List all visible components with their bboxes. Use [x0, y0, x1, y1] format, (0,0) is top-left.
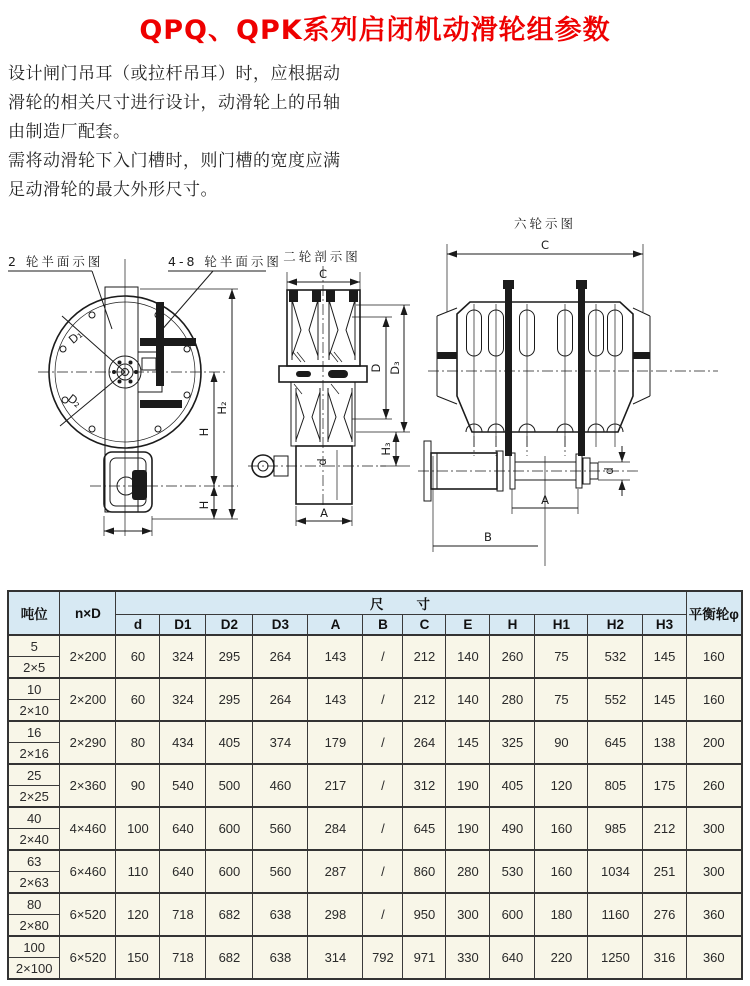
table-cell: 1034	[588, 850, 643, 893]
dim-label-a-mid: A	[320, 506, 328, 520]
table-cell: 25	[8, 764, 60, 786]
table-cell: 90	[116, 764, 160, 807]
table-cell: 264	[253, 635, 308, 678]
dim-label-c-mid: C	[318, 267, 328, 281]
view-6-wheel	[418, 216, 718, 566]
table-cell: 6×460	[60, 850, 116, 893]
table-cell: 75	[535, 678, 588, 721]
table-cell: 374	[253, 721, 308, 764]
table-cell: 143	[308, 635, 363, 678]
table-cell: 16	[8, 721, 60, 743]
table-cell: 175	[643, 764, 686, 807]
intro-line: 足动滑轮的最大外形尺寸。	[8, 180, 218, 199]
col-header-size-group: 尺 寸	[116, 591, 686, 614]
table-cell: 80	[116, 721, 160, 764]
dim-label-a-right: A	[541, 493, 549, 507]
table-cell: /	[363, 635, 403, 678]
table-cell: 2×100	[8, 958, 60, 980]
table-cell: 405	[206, 721, 253, 764]
table-cell: 2×5	[8, 657, 60, 679]
table-cell: 179	[308, 721, 363, 764]
table-cell: 682	[206, 936, 253, 979]
table-cell: 2×25	[8, 786, 60, 808]
table-row	[8, 936, 742, 958]
table-cell: 600	[206, 807, 253, 850]
table-cell: 645	[403, 807, 446, 850]
table-cell: 150	[116, 936, 160, 979]
table-cell: 295	[206, 635, 253, 678]
table-cell: 490	[490, 807, 535, 850]
table-cell: 2×200	[60, 678, 116, 721]
table-cell: 552	[588, 678, 643, 721]
table-cell: 718	[160, 893, 206, 936]
table-cell: 2×290	[60, 721, 116, 764]
table-cell: 138	[643, 721, 686, 764]
table-cell: 600	[490, 893, 535, 936]
technical-drawings	[0, 204, 750, 576]
col-header-balance-wheel: 平衡轮φ	[686, 591, 742, 635]
table-row	[8, 678, 742, 700]
table-row	[8, 807, 742, 829]
table-cell: 217	[308, 764, 363, 807]
dim-label-d1: D₁	[65, 327, 86, 347]
table-cell: 120	[535, 764, 588, 807]
col-header-d3: D3	[253, 614, 308, 635]
table-cell: 280	[490, 678, 535, 721]
table-cell: 640	[490, 936, 535, 979]
table-cell: 638	[253, 893, 308, 936]
label-2-wheel-section: 二轮剖示图	[283, 249, 361, 264]
table-cell: 160	[686, 678, 742, 721]
table-cell: 540	[160, 764, 206, 807]
table-row	[8, 721, 742, 743]
table-cell: 324	[160, 678, 206, 721]
col-header-e: E	[446, 614, 490, 635]
table-cell: 434	[160, 721, 206, 764]
dim-label-d-small-right: d	[602, 467, 616, 475]
table-cell: 145	[643, 635, 686, 678]
col-header-d1: D1	[160, 614, 206, 635]
table-cell: 1250	[588, 936, 643, 979]
intro-paragraph	[0, 47, 480, 204]
dim-label-d3: D₃	[388, 361, 402, 375]
table-cell: 300	[446, 893, 490, 936]
table-cell: 2×40	[8, 829, 60, 851]
dim-label-c-right: C	[540, 238, 550, 252]
table-cell: 264	[253, 678, 308, 721]
table-cell: 640	[160, 807, 206, 850]
table-cell: 405	[490, 764, 535, 807]
dim-label-d-small-mid: d	[315, 458, 329, 466]
table-cell: 284	[308, 807, 363, 850]
dim-label-b-right: B	[484, 530, 492, 544]
table-cell: 276	[643, 893, 686, 936]
table-cell: 560	[253, 807, 308, 850]
intro-line: 滑轮的相关尺寸进行设计，动滑轮上的吊轴	[8, 93, 341, 112]
page-title: QPQ、QPK系列启闭机动滑轮组参数	[139, 15, 611, 46]
table-cell: 190	[446, 764, 490, 807]
table-cell: 971	[403, 936, 446, 979]
table-cell: 60	[116, 678, 160, 721]
table-cell: /	[363, 807, 403, 850]
table-cell: 316	[643, 936, 686, 979]
table-cell: 682	[206, 893, 253, 936]
col-header-tonnage: 吨位	[8, 591, 60, 635]
table-cell: 325	[490, 721, 535, 764]
col-header-nxd: n×D	[60, 591, 116, 635]
table-cell: 5	[8, 635, 60, 657]
table-row	[8, 893, 742, 915]
table-cell: 300	[686, 850, 742, 893]
table-cell: 640	[160, 850, 206, 893]
table-cell: 2×16	[8, 743, 60, 765]
table-cell: 2×10	[8, 700, 60, 722]
table-cell: 330	[446, 936, 490, 979]
table-cell: 287	[308, 850, 363, 893]
table-cell: 805	[588, 764, 643, 807]
table-cell: 718	[160, 936, 206, 979]
col-header-h2: H2	[588, 614, 643, 635]
table-row	[8, 850, 742, 872]
dim-label-d-mid: D	[369, 363, 383, 373]
table-cell: 120	[116, 893, 160, 936]
table-cell: /	[363, 678, 403, 721]
table-cell: 2×63	[8, 872, 60, 894]
table-cell: 295	[206, 678, 253, 721]
table-cell: 532	[588, 635, 643, 678]
table-cell: 314	[308, 936, 363, 979]
table-cell: 360	[686, 893, 742, 936]
table-cell: 530	[490, 850, 535, 893]
table-row	[8, 764, 742, 786]
table-cell: 145	[643, 678, 686, 721]
col-header-d: d	[116, 614, 160, 635]
view-2-and-4-8-wheel	[8, 254, 282, 536]
table-cell: 460	[253, 764, 308, 807]
table-cell: 145	[446, 721, 490, 764]
dim-label-h3: H₃	[379, 442, 393, 456]
table-cell: /	[363, 721, 403, 764]
table-cell: 638	[253, 936, 308, 979]
table-cell: 985	[588, 807, 643, 850]
table-cell: 251	[643, 850, 686, 893]
table-cell: 75	[535, 635, 588, 678]
label-4-8-wheel-view: 4-8 轮半面示图	[168, 254, 282, 269]
table-cell: 200	[686, 721, 742, 764]
table-cell: 80	[8, 893, 60, 915]
table-cell: /	[363, 850, 403, 893]
table-cell: 2×360	[60, 764, 116, 807]
table-cell: 2×80	[8, 915, 60, 937]
table-cell: 645	[588, 721, 643, 764]
intro-line: 由制造厂配套。	[8, 122, 131, 141]
table-row	[8, 635, 742, 657]
table-cell: 212	[403, 635, 446, 678]
col-header-h3: H3	[643, 614, 686, 635]
table-cell: /	[363, 764, 403, 807]
table-cell: 160	[535, 850, 588, 893]
table-cell: 792	[363, 936, 403, 979]
dim-label-h2: H₂	[215, 401, 229, 415]
table-cell: 220	[535, 936, 588, 979]
table-cell: 2×200	[60, 635, 116, 678]
table-cell: 500	[206, 764, 253, 807]
table-body	[8, 635, 742, 979]
col-header-b: B	[363, 614, 403, 635]
table-cell: 950	[403, 893, 446, 936]
table-cell: 63	[8, 850, 60, 872]
col-header-h: H	[490, 614, 535, 635]
table-cell: 4×460	[60, 807, 116, 850]
table-cell: 298	[308, 893, 363, 936]
table-cell: 212	[403, 678, 446, 721]
table-cell: 100	[8, 936, 60, 958]
table-cell: 140	[446, 635, 490, 678]
table-cell: 160	[535, 807, 588, 850]
table-cell: 140	[446, 678, 490, 721]
table-cell: 860	[403, 850, 446, 893]
table-cell: 300	[686, 807, 742, 850]
label-2-wheel-view: 2 轮半面示图	[8, 254, 104, 269]
table-cell: 143	[308, 678, 363, 721]
table-cell: 560	[253, 850, 308, 893]
table-cell: 10	[8, 678, 60, 700]
col-header-d2: D2	[206, 614, 253, 635]
table-cell: 260	[686, 764, 742, 807]
table-cell: 324	[160, 635, 206, 678]
table-cell: 1160	[588, 893, 643, 936]
intro-line: 需将动滑轮下入门槽时，则门槽的宽度应满	[8, 151, 341, 170]
col-header-a: A	[308, 614, 363, 635]
table-cell: 180	[535, 893, 588, 936]
view-2-wheel-section	[248, 249, 410, 526]
dim-label-h-lower: H	[197, 500, 211, 510]
table-cell: 280	[446, 850, 490, 893]
intro-line: 设计闸门吊耳（或拉杆吊耳）时，应根据动	[8, 64, 341, 83]
table-cell: 212	[643, 807, 686, 850]
col-header-h1: H1	[535, 614, 588, 635]
table-cell: 190	[446, 807, 490, 850]
table-cell: 40	[8, 807, 60, 829]
table-cell: 6×520	[60, 893, 116, 936]
table-cell: 100	[116, 807, 160, 850]
table-cell: 90	[535, 721, 588, 764]
technical-drawing-svg	[0, 204, 750, 576]
table-cell: /	[363, 893, 403, 936]
dim-label-d2: D₂	[64, 391, 85, 411]
table-cell: 600	[206, 850, 253, 893]
dim-label-h-upper: H	[197, 427, 211, 437]
label-6-wheel-view: 六轮示图	[513, 216, 577, 231]
table-cell: 260	[490, 635, 535, 678]
table-cell: 160	[686, 635, 742, 678]
table-cell: 312	[403, 764, 446, 807]
table-cell: 264	[403, 721, 446, 764]
table-cell: 110	[116, 850, 160, 893]
table-cell: 360	[686, 936, 742, 979]
table-cell: 60	[116, 635, 160, 678]
table-cell: 6×520	[60, 936, 116, 979]
parameters-table	[7, 590, 743, 980]
col-header-c: C	[403, 614, 446, 635]
